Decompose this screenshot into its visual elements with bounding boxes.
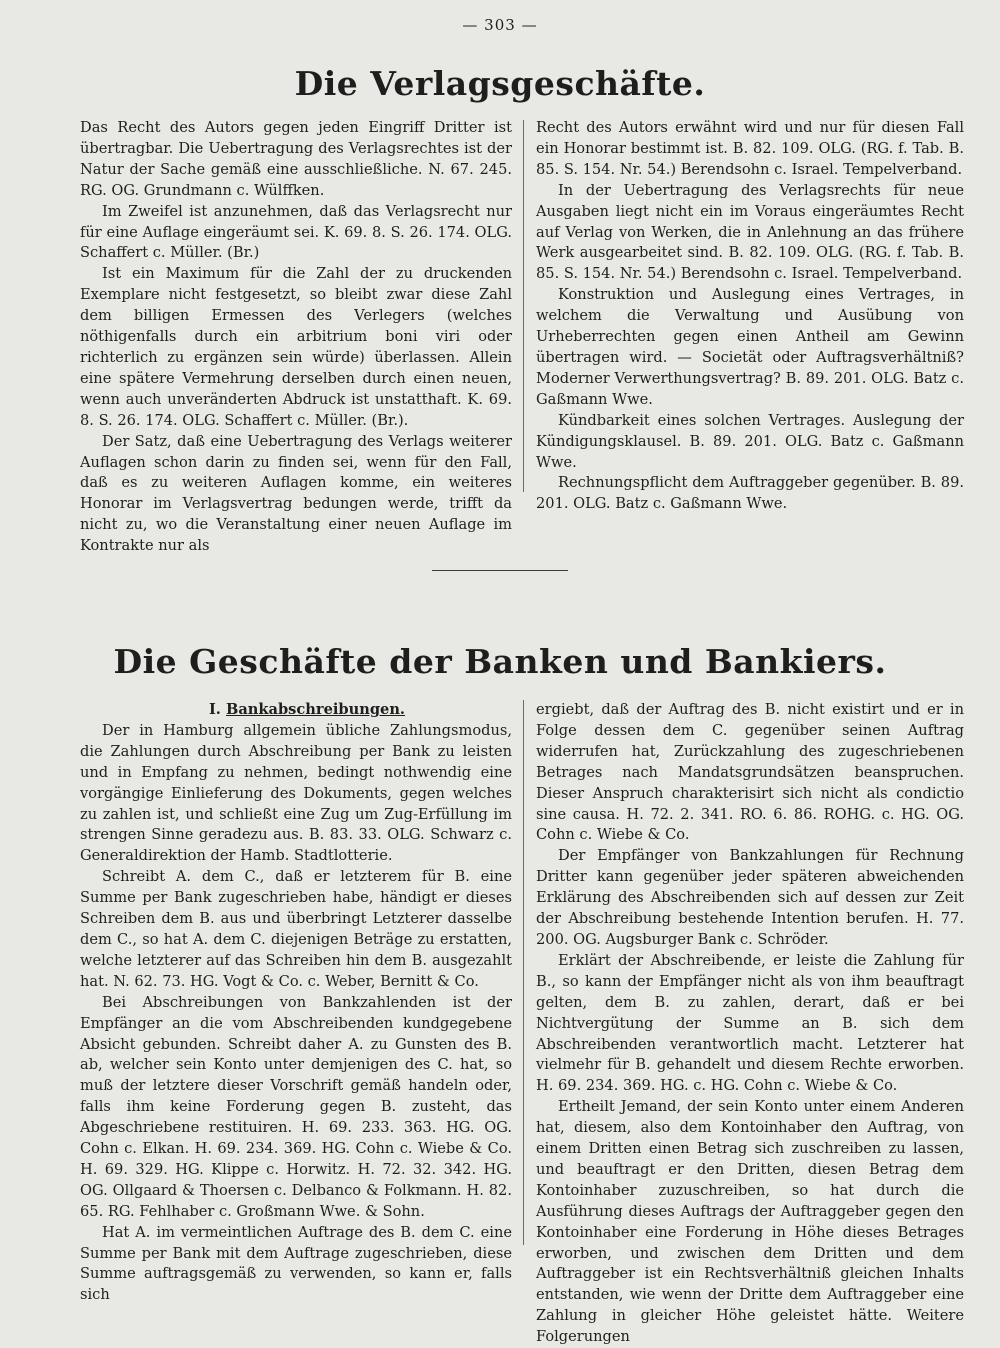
paragraph: Schreibt A. dem C., daß er letzterem für B. eine Summe per Bank zugeschrieben habe, händigt er dieses Schreiben dem B. aus und überbringt Letzterer dasselbe dem C., so hat A. dem C. diejenigen Beträge zu erstatten, welche letzterer auf das Schreiben hin dem B. ausgezahlt hat. N. 62. 73. HG. Vogt & Co. c. Weber, Bernitt & Co.: [80, 868, 512, 990]
subsection-number: I.: [208, 701, 221, 718]
paragraph: Im Zweifel ist anzunehmen, daß das Verlagsrecht nur für eine Auflage eingeräumt sei. K. 69. 8. S. 26. 174. OLG. Schaffert c. Müller. (Br.): [80, 202, 512, 262]
section-separator-rule: [432, 570, 568, 571]
paragraph: Das Recht des Autors gegen jeden Eingriff Dritter ist übertragbar. Die Uebertragung des Verlagsrechtes ist der Natur der Sache gemäß eine ausschließliche. N. 67. 245. RG. OG. Grundmann c. Wülffken.: [80, 119, 512, 199]
section-heading-verlagsgeschaefte: Die Verlagsgeschäfte.: [294, 64, 706, 103]
paragraph: Ertheilt Jemand, der sein Konto unter einem Anderen hat, diesem, also dem Kontoinhaber den Auftrag, von einem Dritten einen Betrag sich zuschreiben zu lassen, und beauftragt er den Dritten, diesen Betrag dem Kontoinhaber zuzuschreiben, so hat durch die Ausführung dieses Auftrags der Auftraggeber gegen den Kontoinhaber eine Forderung in Höhe dieses Betrages erworben, und zwischen dem Dritten und dem Auftraggeber ist ein Rechtsverhältniß gleichen Inhalts entstanden, wie wenn der Dritte dem Auftraggeber eine Zahlung in gleicher Höhe geleistet hätte. Weitere Folgerungen: [536, 1098, 964, 1346]
column-divider: [523, 700, 524, 1245]
column-divider: [523, 120, 524, 492]
subsection-title-text: Bankabschreibungen.: [226, 701, 406, 718]
paragraph: In der Uebertragung des Verlagsrechts für neue Ausgaben liegt nicht ein im Voraus eingeräumtes Recht auf Verlag von Werken, die in Anlehnung an das frühere Werk ausgearbeitet sind. B. 82. 109. OLG. (RG. f. Tab. B. 85. S. 154. Nr. 54.) Berendsohn c. Israel. Tempelverband.: [536, 181, 964, 283]
section2-right-column: [536, 700, 964, 1348]
paragraph: Der Empfänger von Bankzahlungen für Rechnung Dritter kann gegenüber jeder späteren abweichenden Erklärung des Abschreibenden sich auf dessen zur Zeit der Abschreibung bestehende Intention berufen. H. 77. 200. OG. Augsburger Bank c. Schröder.: [536, 847, 964, 948]
paragraph: Hat A. im vermeintlichen Auftrage des B. dem C. eine Summe per Bank mit dem Auftrage zugeschrieben, diese Summe auftragsgemäß zu verwenden, so kann er, falls sich: [80, 1223, 512, 1304]
section1-left-column: [80, 118, 512, 557]
paragraph: Kündbarkeit eines solchen Vertrages. Auslegung der Kündigungsklausel. B. 89. 201. OLG. Batz c. Gaßmann Wwe.: [536, 411, 964, 471]
paragraph: Der in Hamburg allgemein übliche Zahlungsmodus, die Zahlungen durch Abschreibung per Bank zu leisten und in Empfang zu nehmen, bedingt nothwendig eine vorgängige Einlieferung des Dokuments, gegen welches zu zahlen ist, und schließt eine Zug um Zug-Erfüllung im strengen Sinne geradezu aus. B. 83. 33. OLG. Schwarz c. Generaldirektion der Hamb. Stadtlotterie.: [80, 721, 512, 865]
subsection-title: [80, 700, 512, 721]
paragraph: Ist ein Maximum für die Zahl der zu druckenden Exemplare nicht festgesetzt, so bleibt zwar diese Zahl dem billigen Ermessen des Verlegers (welches nöthigenfalls durch ein arbitrium boni viri oder richterlich zu ergänzen sein würde) überlassen. Allein eine spätere Vermehrung derselben durch einen neuen, wenn auch unveränderten Abdruck ist unstatthaft. K. 69. 8. S. 26. 174. OLG. Schaffert c. Müller. (Br.).: [80, 265, 512, 429]
paragraph: Recht des Autors erwähnt wird und nur für diesen Fall ein Honorar bestimmt ist. B. 82. 109. OLG. (RG. f. Tab. B. 85. S. 154. Nr. 54.) Berendsohn c. Israel. Tempelverband.: [536, 119, 964, 178]
paragraph: ergiebt, daß der Auftrag des B. nicht existirt und er in Folge dessen dem C. gegenüber seinen Auftrag widerrufen hat, Zurückzahlung des zugeschriebenen Betrages nach Mandatsgrundsätzen beanspruchen. Dieser Anspruch charakterisirt sich nicht als condictio sine causa. H. 72. 2. 341. RO. 6. 86. ROHG. c. HG. OG. Cohn c. Wiebe & Co.: [536, 701, 964, 844]
paragraph: Konstruktion und Auslegung eines Vertrages, in welchem die Verwaltung und Ausübung von Urheberrechten gegen einen Antheil am Gewinn übertragen wird. — Societät oder Auftragsverhältniß? Moderner Verwerthungsvertrag? B. 89. 201. OLG. Batz c. Gaßmann Wwe.: [536, 286, 964, 408]
paragraph: Erklärt der Abschreibende, er leiste die Zahlung für B., so kann der Empfänger nicht als von ihm beauftragt gelten, dem B. zu zahlen, derart, daß er bei Nichtvergütung der Summe an B. sich dem Abschreibenden verantwortlich macht. Letzterer hat vielmehr für B. gehandelt und diesem Rechte erworben. H. 69. 234. 369. HG. c. HG. Cohn c. Wiebe & Co.: [536, 951, 964, 1095]
paragraph: Der Satz, daß eine Uebertragung des Verlags weiterer Auflagen schon darin zu finden sei, wenn für den Fall, daß es zu weiteren Auflagen komme, ein weiteres Honorar im Verlagsvertrag bedungen werde, trifft da nicht zu, wo die Veranstaltung einer neuen Auflage im Kontrakte nur als: [80, 432, 512, 555]
section2-left-column: [80, 700, 512, 1306]
page-number: — 303 —: [462, 16, 538, 34]
section1-right-column: [536, 118, 964, 515]
paragraph: Bei Abschreibungen von Bankzahlenden ist der Empfänger an die vom Abschreibenden kundgegebene Absicht gebunden. Schreibt daher A. zu Gunsten des B. ab, welcher sein Konto unter demjenigen des C. hat, so muß der letztere dieser Vorschrift gemäß handeln oder, falls ihm keine Forderung gegen B. zusteht, das Abgeschriebene restituiren. H. 69. 233. 363. HG. OG. Cohn c. Elkan. H. 69. 234. 369. HG. Cohn c. Wiebe & Co. H. 69. 329. HG. Klippe c. Horwitz. H. 72. 32. 342. HG. OG. Ollgaard & Thoersen c. Delbanco & Folkmann. H. 82. 65. RG. Fehlhaber c. Großmann Wwe. & Sohn.: [80, 993, 512, 1220]
paragraph: Rechnungspflicht dem Auftraggeber gegenüber. B. 89. 201. OLG. Batz c. Gaßmann Wwe.: [536, 474, 964, 513]
section-heading-banken: Die Geschäfte der Banken und Bankiers.: [113, 642, 887, 681]
